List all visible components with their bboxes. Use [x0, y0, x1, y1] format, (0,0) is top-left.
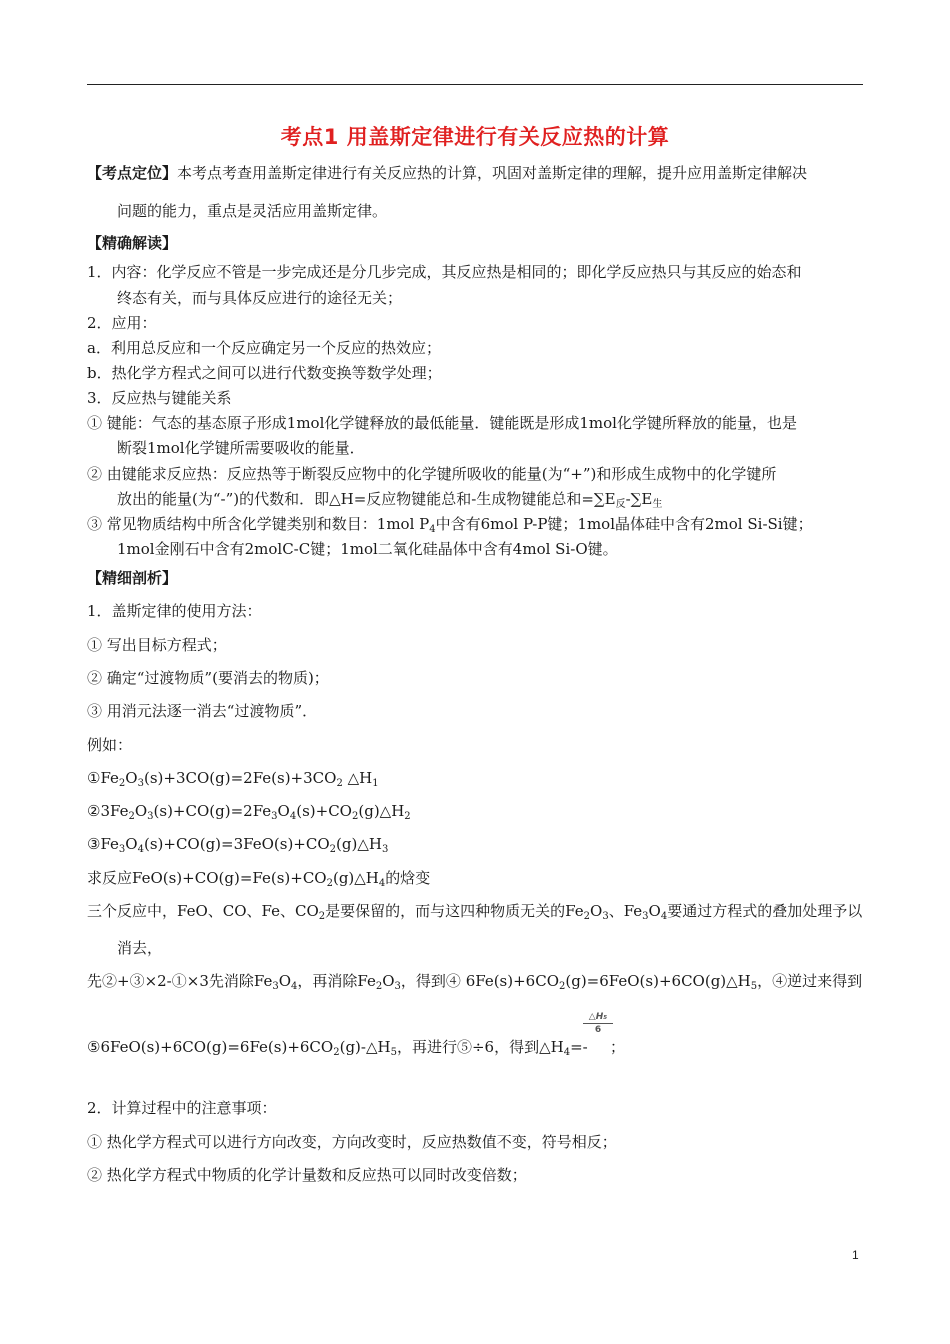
subscript: 2 — [559, 981, 566, 992]
subscript: 3 — [602, 911, 609, 922]
text-span: (g)△H — [336, 835, 382, 853]
text-span: (g)△H — [332, 869, 379, 887]
content-line: 断裂1mol化学键所需要吸收的能量． — [117, 439, 365, 457]
subscript: 2 — [404, 811, 411, 822]
text-span: 的焓变 — [385, 869, 431, 887]
text-span: 要通过方程式的叠加处理予以 — [667, 902, 863, 920]
page-number: 1 — [852, 1248, 859, 1262]
subscript: 2 — [329, 844, 337, 855]
text-span: 中含有6mol P-P键；1mol晶体硅中含有2mol Si-Si键； — [435, 515, 813, 533]
subscript: 4 — [137, 844, 144, 855]
content-line — [87, 901, 862, 921]
text-span: ，再消除Fe — [297, 972, 376, 990]
text-span: O — [648, 902, 661, 920]
locator-text: 本考点考查用盖斯定律进行有关反应热的计算，巩固对盖斯定律的理解，提升应用盖斯定律解决 — [177, 164, 808, 182]
fraction-numerator: △H₅ — [583, 1012, 613, 1024]
equation-2 — [87, 801, 411, 821]
text-span: (s)+CO — [296, 802, 352, 820]
text-span: ③ 常见物质结构中所含化学键类别和数目：1mol P — [87, 515, 430, 533]
subscript: 1 — [372, 778, 379, 789]
text-span: O — [134, 802, 148, 820]
subscript: 5 — [390, 1047, 397, 1058]
content-line: ① 热化学方程式可以进行方向改变，方向改变时，反应热数值不变，符号相反； — [87, 1133, 617, 1151]
section-head-analysis: 【精细剖析】 — [87, 569, 178, 587]
subscript: 生 — [652, 499, 663, 510]
text-span: (g)-△H — [339, 1038, 391, 1056]
content-line — [87, 1037, 588, 1057]
subscript: 3 — [642, 911, 649, 922]
content-line: ② 热化学方程式中物质的化学计量数和反应热可以同时改变倍数； — [87, 1166, 527, 1184]
text-span: 先②+③×2-①×3先消除Fe — [87, 972, 273, 990]
section-head-interpret: 【精确解读】 — [87, 234, 178, 252]
content-line: 终态有关，而与具体反应进行的途径无关； — [117, 289, 403, 307]
text-span: O — [125, 835, 138, 853]
text-span: (s)+CO(g)=3FeO(s)+CO — [143, 835, 330, 853]
text-span: ，再进行⑤÷6，得到△H — [396, 1038, 564, 1056]
content-line — [87, 971, 862, 991]
text-span: (s)+CO(g)=2Fe — [153, 802, 272, 820]
locator-label: 【考点定位】 — [87, 164, 178, 182]
content-line: 例如： — [87, 736, 133, 754]
text-span: (g)△H — [358, 802, 405, 820]
text-span: =- — [570, 1038, 588, 1056]
subscript: 反 — [615, 499, 626, 510]
text-span: O — [277, 802, 290, 820]
subscript: 2 — [336, 778, 343, 789]
subscript: 3 — [381, 844, 389, 855]
fraction — [583, 1012, 613, 1035]
text-span: (g)=6FeO(s)+6CO(g)△H — [565, 972, 751, 990]
text-span: 是要保留的，而与这四种物质无关的Fe — [325, 902, 584, 920]
content-line: b．热化学方程式之间可以进行代数变换等数学处理； — [87, 364, 442, 382]
content-line: a．利用总反应和一个反应确定另一个反应的热效应； — [87, 339, 441, 357]
content-line: 1．盖斯定律的使用方法： — [87, 602, 262, 620]
text-span: ，得到④ 6Fe(s)+6CO — [400, 972, 559, 990]
equation-1 — [87, 768, 379, 788]
fraction-denominator: 6 — [594, 1025, 602, 1035]
text-span: ③Fe — [87, 835, 119, 853]
question-line — [87, 868, 430, 888]
subscript: 2 — [128, 811, 135, 822]
subscript: 2 — [351, 811, 359, 822]
text-span: -∑E — [625, 490, 653, 508]
subscript: 4 — [563, 1047, 571, 1058]
text-span: 放出的能量(为“-”)的代数和．即△H=反应物键能总和-生成物键能总和=∑E — [117, 490, 616, 508]
subscript: 5 — [750, 981, 758, 992]
fraction-tail: ； — [610, 1038, 626, 1056]
subscript: 3 — [271, 811, 278, 822]
content-line: ③ 用消元法逐一消去“过渡物质”． — [87, 702, 318, 720]
subscript: 2 — [118, 778, 126, 789]
text-span: 三个反应中，FeO、CO、Fe、CO — [87, 902, 319, 920]
subscript: 4 — [291, 981, 298, 992]
content-line: 3．反应热与键能关系 — [87, 389, 232, 407]
subscript: 3 — [137, 778, 144, 789]
header-rule — [87, 84, 863, 85]
content-line: ② 由键能求反应热：反应热等于断裂反应物中的化学键所吸收的能量(为“+”)和形成生成物中的化学键所 — [87, 465, 777, 483]
content-line: 消去， — [117, 939, 163, 957]
text-span: O — [382, 972, 395, 990]
subscript: 3 — [394, 981, 401, 992]
content-line: ② 确定“过渡物质”(要消去的物质)； — [87, 669, 329, 687]
content-line — [117, 489, 662, 509]
text-span: ，④逆过来得到 — [757, 972, 863, 990]
subscript: 4 — [289, 811, 297, 822]
text-span: 、Fe — [608, 902, 643, 920]
text-span: O — [125, 769, 138, 787]
text-span: (s)+3CO(g)=2Fe(s)+3CO — [143, 769, 337, 787]
subscript: 2 — [583, 911, 590, 922]
content-line: 1．内容：化学反应不管是一步完成还是分几步完成，其反应热是相同的；即化学反应热只与其反应的始态和 — [87, 263, 802, 281]
text-span: ⑤6FeO(s)+6CO(g)=6Fe(s)+6CO — [87, 1038, 334, 1056]
subscript: 3 — [147, 811, 154, 822]
locator-line — [87, 163, 807, 183]
content-line: ① 写出目标方程式； — [87, 636, 227, 654]
locator-line-2: 问题的能力，重点是灵活应用盖斯定律。 — [117, 202, 388, 220]
subscript: 2 — [318, 911, 326, 922]
content-line: 2．应用： — [87, 314, 157, 332]
text-span: O — [590, 902, 603, 920]
equation-3 — [87, 834, 388, 854]
subscript: 2 — [375, 981, 383, 992]
page-title: 考点1 用盖斯定律进行有关反应热的计算 — [280, 125, 670, 149]
subscript: 2 — [326, 878, 333, 889]
subscript: 4 — [378, 878, 386, 889]
text-span: ①Fe — [87, 769, 119, 787]
text-span: △H — [342, 769, 373, 787]
subscript: 3 — [272, 981, 279, 992]
subscript: 4 — [660, 911, 668, 922]
content-line — [87, 514, 813, 534]
content-line: 1mol金刚石中含有2molC-C键；1mol二氧化硅晶体中含有4mol Si-O键。 — [117, 540, 618, 558]
content-line: ① 键能：气态的基态原子形成1mol化学键释放的最低能量．键能既是形成1mol化学键所释放的能量，也是 — [87, 414, 797, 432]
text-span: O — [278, 972, 292, 990]
text-span: 求反应FeO(s)+CO(g)=Fe(s)+CO — [87, 869, 327, 887]
subscript: 2 — [333, 1047, 340, 1058]
content-line: 2．计算过程中的注意事项： — [87, 1099, 277, 1117]
text-span: ②3Fe — [87, 802, 129, 820]
subscript: 4 — [429, 524, 436, 535]
subscript: 3 — [118, 844, 126, 855]
